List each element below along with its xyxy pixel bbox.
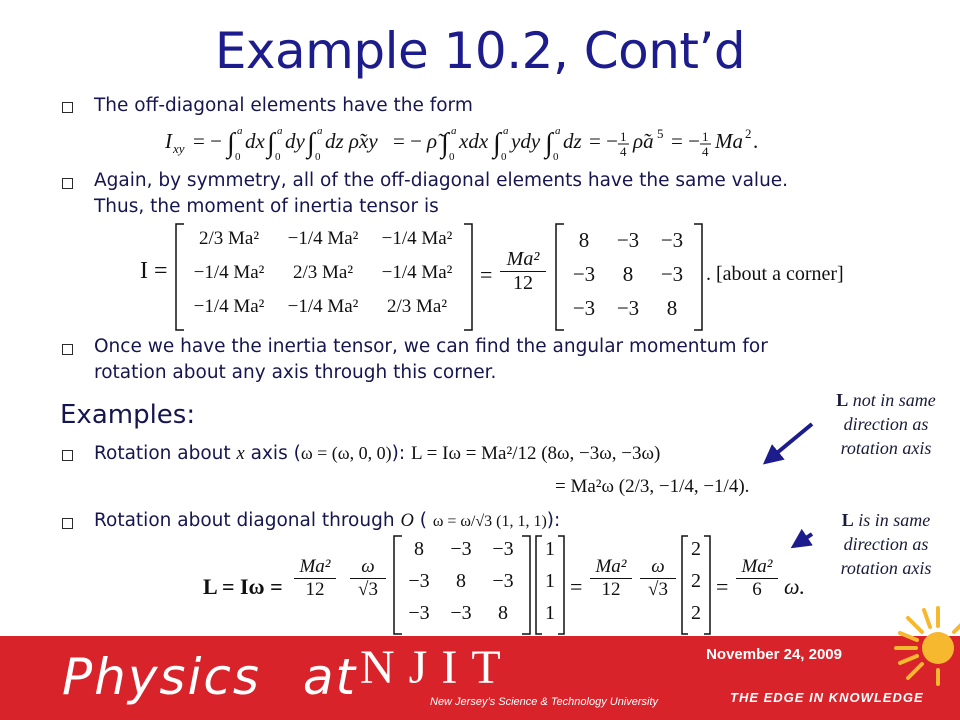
note1-line3: rotation axis bbox=[840, 438, 932, 458]
svg-text:4: 4 bbox=[702, 144, 709, 159]
svg-text:dx: dx bbox=[245, 129, 265, 153]
svg-text:.: . bbox=[753, 129, 759, 153]
footer-tagline: THE EDGE IN KNOWLEDGE bbox=[730, 690, 924, 705]
svg-text:I: I bbox=[165, 129, 172, 153]
svg-text:4: 4 bbox=[620, 144, 627, 159]
matrix-cell: −3 bbox=[660, 228, 684, 252]
svg-text:0: 0 bbox=[501, 151, 507, 162]
matrix-cell: 1 bbox=[545, 570, 555, 592]
note1-line2: direction as bbox=[843, 414, 929, 434]
tensor-lhs: I = bbox=[140, 258, 168, 284]
bullet-angular-line1: Once we have the inertia tensor, we can find the angular momentum for bbox=[94, 336, 768, 357]
ex1-close: ): bbox=[391, 443, 406, 464]
matrix-cell: 8 bbox=[414, 538, 424, 560]
L-equals1: = bbox=[570, 574, 583, 599]
footer-date: November 24, 2009 bbox=[706, 646, 842, 663]
note-arrows bbox=[740, 414, 820, 574]
svg-text:= −: = − bbox=[671, 129, 700, 153]
bullet-square-icon bbox=[62, 518, 73, 529]
note-same-direction bbox=[812, 508, 960, 580]
matrix-cell: 2/3 Ma² bbox=[386, 296, 448, 317]
svg-text:0: 0 bbox=[235, 151, 241, 162]
matrix-cell: 1 bbox=[545, 538, 555, 560]
svg-text:ydy: ydy bbox=[511, 129, 541, 153]
matrix-cell: −3 bbox=[660, 262, 684, 286]
svg-text:5: 5 bbox=[657, 126, 664, 141]
ex1-omega: ω = (ω, 0, 0) bbox=[300, 443, 392, 463]
tensor-frac-den: 12 bbox=[513, 272, 533, 294]
footer-physics-logo bbox=[62, 648, 357, 706]
svg-text:xy: xy bbox=[173, 141, 185, 156]
svg-text:dz: dz bbox=[563, 129, 582, 153]
L-vector-ones bbox=[534, 534, 566, 636]
svg-text:0: 0 bbox=[553, 151, 559, 162]
arrow-note1-icon bbox=[766, 424, 812, 462]
svg-text:a: a bbox=[503, 125, 509, 137]
svg-text:a: a bbox=[317, 125, 323, 137]
matrix-cell: 8 bbox=[578, 228, 590, 252]
matrix-cell: −3 bbox=[572, 262, 596, 286]
matrix-cell: −1/4 Ma² bbox=[381, 262, 453, 283]
tensor-frac-num: Ma² bbox=[500, 248, 546, 272]
svg-text:a: a bbox=[277, 125, 283, 137]
matrix-cell: 8 bbox=[498, 602, 508, 624]
L-frac1-den: 12 bbox=[305, 579, 325, 600]
examples-heading: Examples: bbox=[60, 400, 196, 430]
svg-text:∫: ∫ bbox=[493, 128, 501, 159]
L-frac3-den: 12 bbox=[601, 579, 621, 600]
footer-njit-logo: NJIT bbox=[360, 641, 515, 694]
ex1-axis: x bbox=[236, 444, 245, 464]
matrix-cell: 2 bbox=[691, 570, 701, 592]
svg-text:1: 1 bbox=[702, 129, 709, 144]
L-vector-twos bbox=[680, 534, 712, 636]
L-frac4-num: ω bbox=[640, 556, 676, 579]
svg-text:ρ̃a: ρ̃a bbox=[633, 129, 654, 153]
footer-physics: Physics bbox=[62, 648, 261, 706]
svg-text:ρ̃: ρ̃ bbox=[427, 129, 438, 153]
L-frac1 bbox=[294, 556, 336, 601]
arrow-note2-icon bbox=[794, 534, 812, 546]
ex2-close: ): bbox=[546, 510, 561, 531]
bullet-square-icon bbox=[62, 344, 73, 355]
footer-at: at bbox=[302, 648, 358, 706]
footer-university: New Jersey’s Science & Technology University bbox=[430, 696, 659, 708]
ex2-omega: ω = ω/√3 (1, 1, 1) bbox=[432, 513, 547, 530]
L-frac2 bbox=[350, 556, 386, 601]
svg-text:= −: = − bbox=[393, 129, 422, 153]
matrix-cell: 8 bbox=[456, 570, 466, 592]
ixy-equation-graphic bbox=[165, 122, 865, 162]
ex1-suffix: axis ( bbox=[250, 443, 301, 464]
L-frac1-num: Ma² bbox=[294, 556, 336, 579]
matrix-cell: −1/4 Ma² bbox=[193, 296, 265, 317]
bullet-off-diagonal: The off-diagonal elements have the form bbox=[94, 95, 473, 116]
tensor-right-matrix bbox=[554, 222, 704, 332]
matrix-cell: 2 bbox=[691, 538, 701, 560]
page-title: Example 10.2, Cont’d bbox=[214, 22, 746, 80]
matrix-cell: −3 bbox=[408, 602, 430, 624]
matrix-cell: −3 bbox=[450, 538, 472, 560]
svg-text:= −: = − bbox=[589, 129, 618, 153]
svg-text:∫: ∫ bbox=[545, 128, 553, 159]
svg-text:0: 0 bbox=[275, 151, 281, 162]
example1-line bbox=[94, 440, 660, 467]
matrix-cell: 2 bbox=[691, 602, 701, 624]
ex2-open: ( bbox=[419, 510, 427, 531]
matrix-cell: 8 bbox=[622, 262, 634, 286]
note1-L: L bbox=[836, 390, 849, 410]
matrix-cell: −3 bbox=[616, 296, 640, 320]
L-frac4-den: √3 bbox=[648, 579, 668, 600]
svg-text:∫: ∫ bbox=[307, 128, 315, 159]
matrix-cell: 2/3 Ma² bbox=[198, 228, 260, 249]
matrix-cell: −3 bbox=[572, 296, 596, 320]
bullet-angular-line2: rotation about any axis through this corner. bbox=[94, 362, 497, 383]
note2-line3: rotation axis bbox=[840, 558, 932, 578]
L-lhs: L = Iω = bbox=[203, 574, 283, 599]
bullet-square-icon bbox=[62, 178, 73, 189]
tensor-equals: = bbox=[480, 262, 493, 287]
svg-text:0: 0 bbox=[449, 151, 455, 162]
matrix-cell: 1 bbox=[545, 602, 555, 624]
tensor-fraction bbox=[500, 248, 546, 295]
ex2-prefix: Rotation about diagonal through bbox=[94, 510, 395, 531]
matrix-cell: −3 bbox=[492, 538, 514, 560]
svg-text:a: a bbox=[451, 125, 457, 137]
svg-text:1: 1 bbox=[620, 129, 627, 144]
L-omega-end: ω. bbox=[784, 574, 806, 599]
svg-text:a: a bbox=[555, 125, 561, 137]
note1-text: not in same bbox=[852, 390, 936, 410]
note-not-same-direction bbox=[812, 388, 960, 460]
matrix-cell: −1/4 Ma² bbox=[287, 296, 359, 317]
L-frac5-num: Ma² bbox=[736, 556, 778, 579]
svg-text:2: 2 bbox=[745, 126, 752, 141]
matrix-cell: 8 bbox=[666, 296, 678, 320]
L-equals2: = bbox=[716, 574, 729, 599]
bullet-square-icon bbox=[62, 450, 73, 461]
matrix-cell: −3 bbox=[408, 570, 430, 592]
note2-text: is in same bbox=[858, 510, 931, 530]
matrix-cell: −1/4 Ma² bbox=[381, 228, 453, 249]
matrix-cell: −3 bbox=[450, 602, 472, 624]
svg-text:dy: dy bbox=[285, 129, 305, 153]
ex1-eq2: = Ma²ω (2/3, −1/4, −1/4). bbox=[555, 476, 750, 497]
L-frac2-den: √3 bbox=[358, 579, 378, 600]
L-frac4 bbox=[640, 556, 676, 601]
ixy-equation bbox=[165, 122, 865, 162]
svg-text:∫: ∫ bbox=[267, 128, 275, 159]
ex2-origin: O bbox=[400, 511, 414, 531]
svg-text:dz ρ̃xy: dz ρ̃xy bbox=[325, 129, 378, 153]
tensor-left-matrix bbox=[174, 222, 474, 332]
bullet-square-icon bbox=[62, 102, 73, 113]
svg-text:Ma: Ma bbox=[715, 129, 743, 153]
svg-text:xdx: xdx bbox=[459, 129, 489, 153]
matrix-cell: 2/3 Ma² bbox=[292, 262, 354, 283]
note2-line2: direction as bbox=[843, 534, 929, 554]
svg-text:∫: ∫ bbox=[441, 128, 449, 159]
ex1-eq1: L = Iω = Ma²/12 (8ω, −3ω, −3ω) bbox=[411, 443, 661, 464]
L-frac3-num: Ma² bbox=[590, 556, 632, 579]
tensor-corner-note: . [about a corner] bbox=[706, 263, 844, 285]
L-frac5-den: 6 bbox=[752, 579, 762, 600]
svg-text:∫: ∫ bbox=[227, 128, 235, 159]
matrix-cell: −1/4 Ma² bbox=[287, 228, 359, 249]
ex1-prefix: Rotation about bbox=[94, 443, 231, 464]
svg-text:0: 0 bbox=[315, 151, 321, 162]
bullet-symmetry-line1: Again, by symmetry, all of the off-diagonal elements have the same value. bbox=[94, 170, 789, 191]
example2-line bbox=[94, 508, 560, 535]
L-matrix bbox=[392, 534, 532, 636]
matrix-cell: −3 bbox=[492, 570, 514, 592]
note2-L: L bbox=[841, 510, 854, 530]
L-frac3 bbox=[590, 556, 632, 601]
matrix-cell: −3 bbox=[616, 228, 640, 252]
svg-text:= −: = − bbox=[193, 129, 222, 153]
sun-logo-icon bbox=[878, 596, 960, 686]
L-frac2-num: ω bbox=[350, 556, 386, 579]
matrix-cell: −1/4 Ma² bbox=[193, 262, 265, 283]
bullet-symmetry-line2: Thus, the moment of inertia tensor is bbox=[94, 196, 439, 217]
svg-text:a: a bbox=[237, 125, 243, 137]
